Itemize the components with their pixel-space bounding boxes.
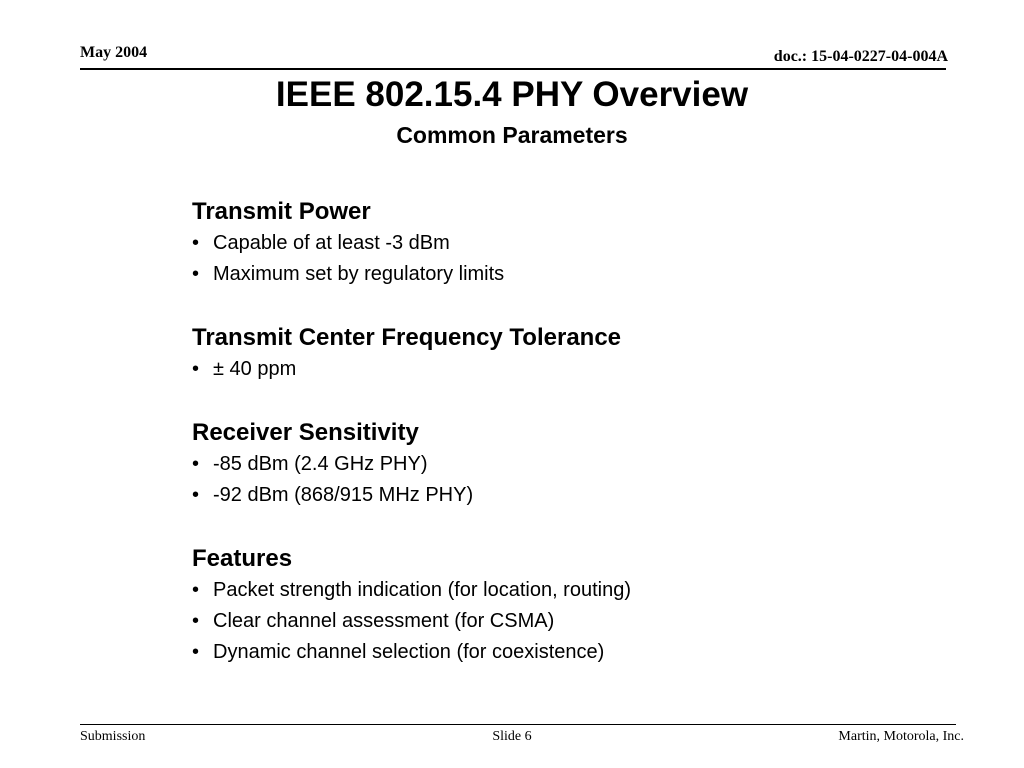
header-doc-id: doc.: 15-04-0227-04-004A	[773, 48, 948, 65]
list-item	[192, 354, 892, 385]
list-item	[192, 480, 892, 511]
slide-title: IEEE 802.15.4 PHY Overview	[275, 75, 749, 114]
header-date: May 2004	[80, 44, 148, 61]
list-item-text: Clear channel assessment (for CSMA)	[213, 610, 555, 632]
footer-slide-number: Slide 6	[492, 729, 532, 744]
list-item	[192, 259, 892, 290]
section-frequency-tolerance	[192, 321, 892, 385]
section-title: Features	[192, 545, 293, 572]
bullet-icon: •	[192, 232, 200, 254]
list-item-text: Maximum set by regulatory limits	[213, 263, 505, 285]
list-item-text: Capable of at least -3 dBm	[213, 232, 450, 254]
slide-subtitle: Common Parameters	[396, 122, 628, 148]
bullet-icon: •	[192, 358, 200, 380]
slide-content	[192, 195, 892, 699]
section-title: Transmit Center Frequency Tolerance	[192, 324, 622, 351]
bullet-icon: •	[192, 484, 200, 506]
list-item	[192, 449, 892, 480]
section-title: Receiver Sensitivity	[192, 419, 419, 446]
bullet-icon: •	[192, 641, 200, 663]
bullet-icon: •	[192, 263, 200, 285]
bullet-icon: •	[192, 579, 200, 601]
list-item	[192, 637, 892, 668]
list-item-text: -92 dBm (868/915 MHz PHY)	[213, 484, 474, 506]
list-item-text: Packet strength indication (for location, routing)	[213, 579, 631, 601]
list-item	[192, 575, 892, 606]
section-receiver-sensitivity	[192, 416, 892, 511]
list-item-text: ± 40 ppm	[213, 358, 297, 380]
list-item	[192, 228, 892, 259]
footer-divider	[80, 724, 956, 725]
bullet-icon: •	[192, 453, 200, 475]
list-item	[192, 606, 892, 637]
section-transmit-power	[192, 195, 892, 290]
list-item-text: Dynamic channel selection (for coexistence)	[213, 641, 605, 663]
list-item-text: -85 dBm (2.4 GHz PHY)	[213, 453, 428, 475]
bullet-icon: •	[192, 610, 200, 632]
footer-author: Martin, Motorola, Inc.	[838, 729, 964, 744]
footer-submission: Submission	[80, 729, 146, 744]
section-features	[192, 542, 892, 668]
section-title: Transmit Power	[192, 198, 371, 225]
